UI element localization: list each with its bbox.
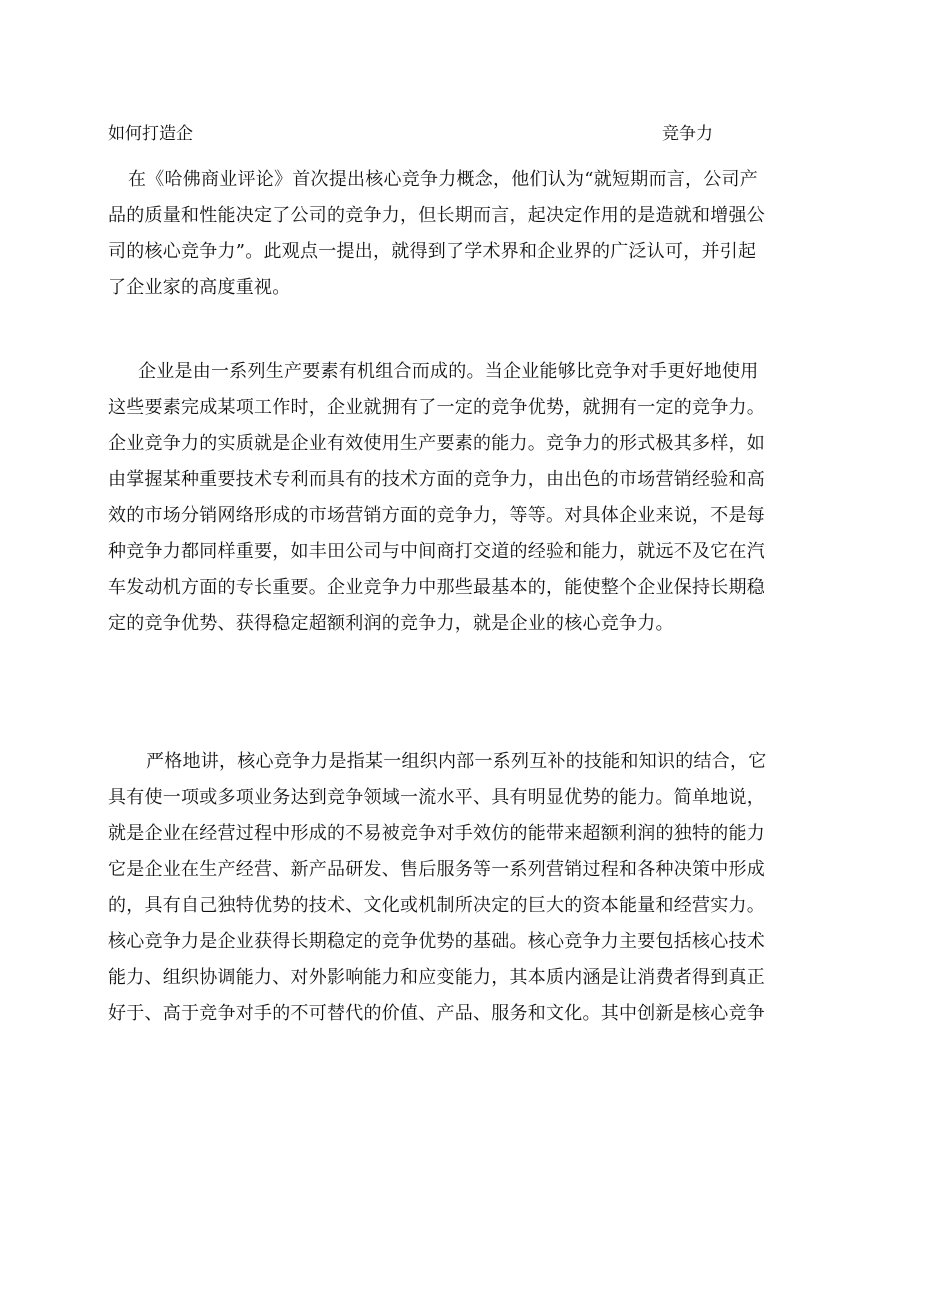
text-line: 就是企业在经营过程中形成的不易被竞争对手效仿的能带来超额利润的独特的能力 bbox=[108, 823, 765, 844]
doc-title-right: 竞争力 bbox=[662, 124, 713, 144]
text-line: 好于、高于竞争对手的不可替代的价值、产品、服务和文化。其中创新是核心竞争 bbox=[108, 1003, 765, 1024]
text-line: 这些要素完成某项工作时，企业就拥有了一定的竞争优势，就拥有一定的竞争力。 bbox=[108, 397, 765, 418]
paragraph-3 bbox=[108, 744, 828, 1032]
text-line: 定的竞争优势、获得稳定超额利润的竞争力，就是企业的核心竞争力。 bbox=[108, 613, 674, 634]
text-line: 车发动机方面的专长重要。企业竞争力中那些最基本的，能使整个企业保持长期稳 bbox=[108, 577, 765, 598]
paragraph-2 bbox=[108, 354, 828, 642]
text-line: 企业竞争力的实质就是企业有效使用生产要素的能力。竞争力的形式极其多样，如 bbox=[108, 433, 765, 454]
paragraph-1 bbox=[108, 162, 828, 306]
text-line: 种竞争力都同样重要，如丰田公司与中间商打交道的经验和能力，就远不及它在汽 bbox=[108, 541, 765, 562]
text-line: 严格地讲，核心竞争力是指某一组织内部一系列互补的技能和知识的结合，它 bbox=[146, 751, 767, 772]
text-line: 核心竞争力是企业获得长期稳定的竞争优势的基础。核心竞争力主要包括核心技术 bbox=[108, 931, 765, 952]
text-line: 由掌握某种重要技术专利而具有的技术方面的竞争力，由出色的市场营销经验和高 bbox=[108, 469, 765, 490]
text-line: 的，具有自己独特优势的技术、文化或机制所决定的巨大的资本能量和经营实力。 bbox=[108, 895, 765, 916]
text-line: 企业是由一系列生产要素有机组合而成的。当企业能够比竞争对手更好地使用 bbox=[138, 361, 759, 382]
doc-title-left: 如何打造企 bbox=[108, 124, 193, 144]
text-line: 司的核心竞争力”。此观点一提出，就得到了学术界和企业界的广泛认可，并引起 bbox=[108, 241, 757, 262]
text-line: 具有使一项或多项业务达到竞争领域一流水平、具有明显优势的能力。简单地说， bbox=[108, 787, 765, 808]
text-line: 能力、组织协调能力、对外影响能力和应变能力，其本质内涵是让消费者得到真正 bbox=[108, 967, 765, 988]
text-line: 它是企业在生产经营、新产品研发、售后服务等一系列营销过程和各种决策中形成 bbox=[108, 859, 765, 880]
text-line: 效的市场分销网络形成的市场营销方面的竞争力，等等。对具体企业来说，不是每 bbox=[108, 505, 765, 526]
text-line: 在《哈佛商业评论》首次提出核心竞争力概念，他们认为“就短期而言，公司产 bbox=[128, 169, 758, 190]
text-line: 了企业家的高度重视。 bbox=[108, 277, 291, 298]
text-line: 品的质量和性能决定了公司的竞争力，但长期而言，起决定作用的是造就和增强公 bbox=[108, 205, 765, 226]
